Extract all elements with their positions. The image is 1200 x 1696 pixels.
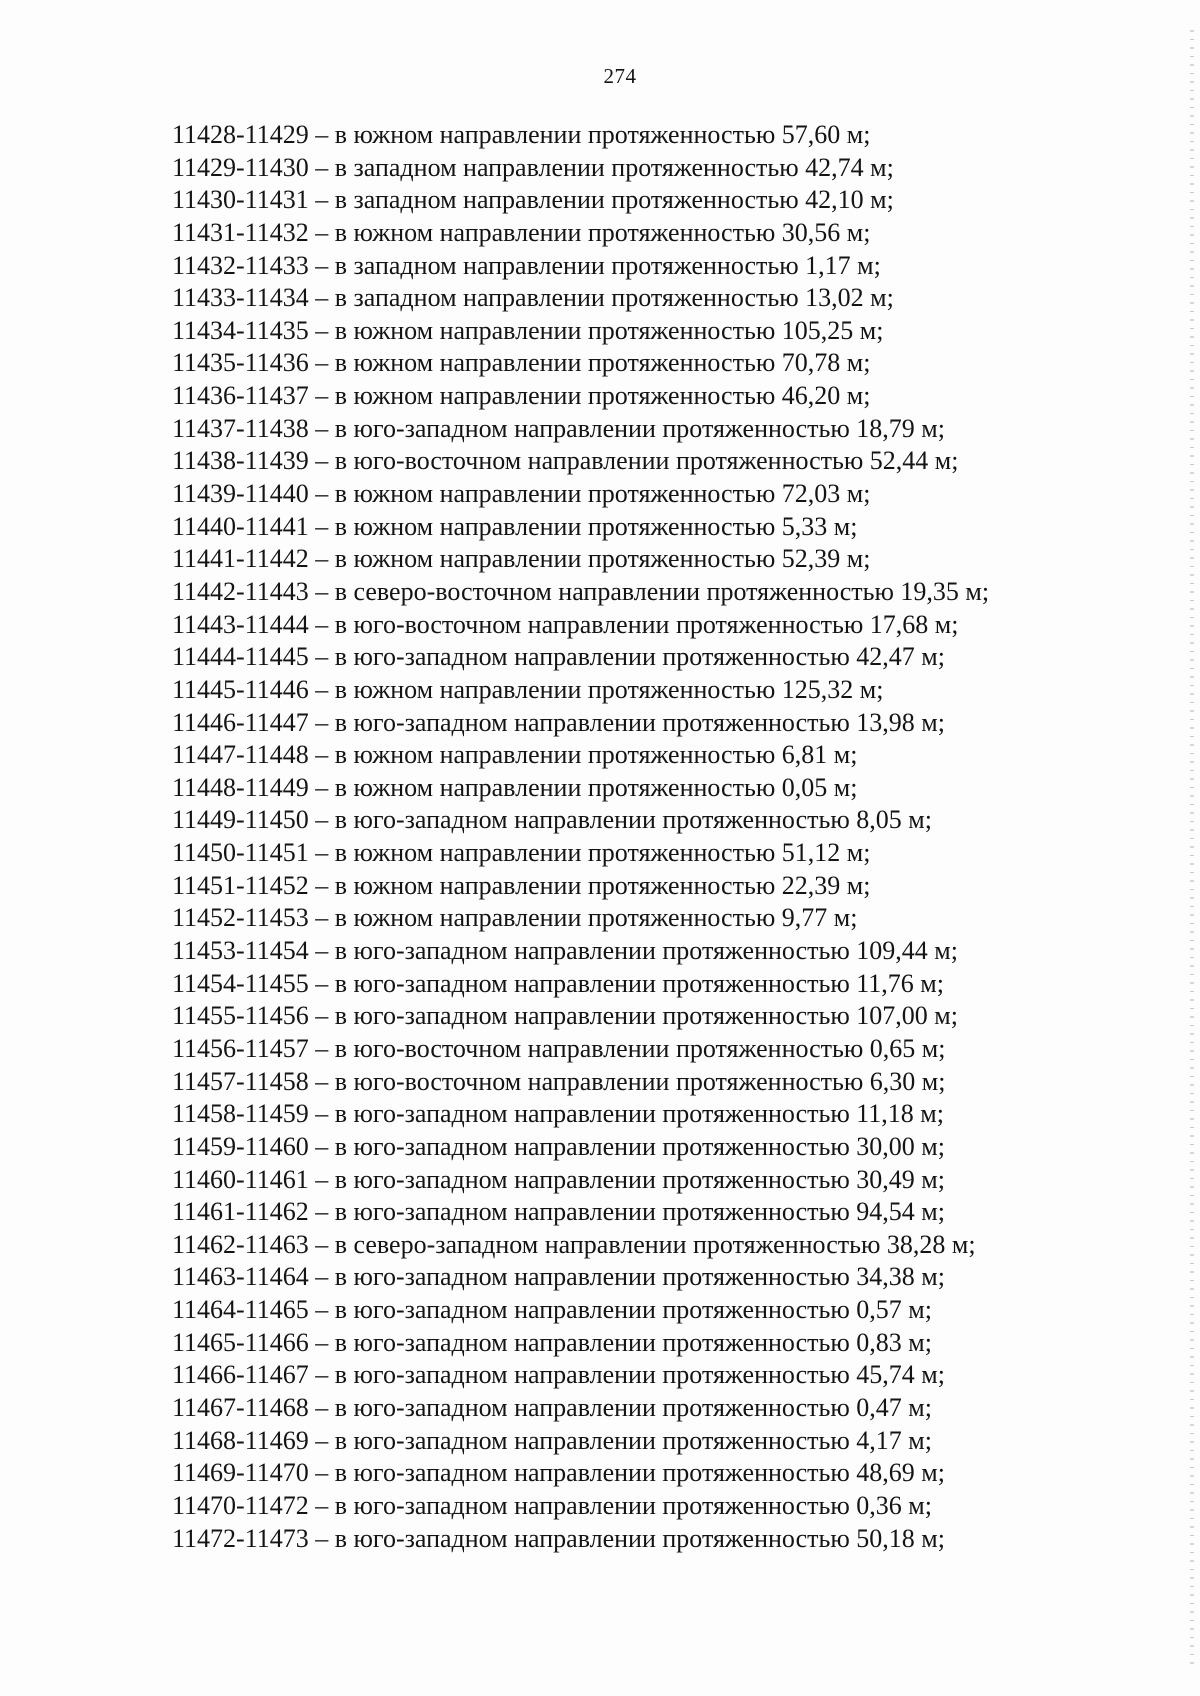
boundary-segment-line: 11432-11433 – в западном направлении протяженностью 1,17 м; <box>172 250 881 280</box>
boundary-segment-line: 11468-11469 – в юго-западном направлении протяженностью 4,17 м; <box>172 1425 932 1455</box>
boundary-segment-line: 11444-11445 – в юго-западном направлении протяженностью 42,47 м; <box>172 642 945 672</box>
boundary-segment-line: 11454-11455 – в юго-западном направлении протяженностью 11,76 м; <box>172 968 944 998</box>
scan-edge-artifact <box>1190 30 1194 1670</box>
boundary-segment-line: 11458-11459 – в юго-западном направлении протяженностью 11,18 м; <box>172 1099 944 1129</box>
boundary-segment-line: 11455-11456 – в юго-западном направлении протяженностью 107,00 м; <box>172 1001 958 1031</box>
boundary-segment-line: 11467-11468 – в юго-западном направлении протяженностью 0,47 м; <box>172 1392 932 1422</box>
boundary-segment-line: 11457-11458 – в юго-восточном направлении протяженностью 6,30 м; <box>172 1066 946 1096</box>
boundary-segment-line: 11459-11460 – в юго-западном направлении протяженностью 30,00 м; <box>172 1131 945 1161</box>
boundary-segment-line: 11465-11466 – в юго-западном направлении протяженностью 0,83 м; <box>172 1327 932 1357</box>
boundary-segment-line: 11452-11453 – в южном направлении протяженностью 9,77 м; <box>172 903 858 933</box>
boundary-segment-line: 11451-11452 – в южном направлении протяженностью 22,39 м; <box>172 870 871 900</box>
boundary-segment-line: 11456-11457 – в юго-восточном направлении протяженностью 0,65 м; <box>172 1033 946 1063</box>
boundary-segment-line: 11441-11442 – в южном направлении протяженностью 52,39 м; <box>172 544 871 574</box>
boundary-segment-line: 11470-11472 – в юго-западном направлении протяженностью 0,36 м; <box>172 1490 932 1520</box>
boundary-segment-line: 11446-11447 – в юго-западном направлении протяженностью 13,98 м; <box>172 707 945 737</box>
boundary-segment-line: 11464-11465 – в юго-западном направлении протяженностью 0,57 м; <box>172 1295 932 1325</box>
boundary-segment-list <box>172 119 989 1555</box>
boundary-segment-line: 11439-11440 – в южном направлении протяженностью 72,03 м; <box>172 479 871 509</box>
boundary-segment-line: 11453-11454 – в юго-западном направлении протяженностью 109,44 м; <box>172 936 958 966</box>
boundary-segment-line: 11460-11461 – в юго-западном направлении протяженностью 30,49 м; <box>172 1164 945 1194</box>
boundary-segment-line: 11469-11470 – в юго-западном направлении протяженностью 48,69 м; <box>172 1458 945 1488</box>
boundary-segment-line: 11442-11443 – в северо-восточном направлении протяженностью 19,35 м; <box>172 576 990 606</box>
boundary-segment-line: 11428-11429 – в южном направлении протяженностью 57,60 м; <box>172 120 871 149</box>
boundary-segment-line: 11450-11451 – в южном направлении протяженностью 51,12 м; <box>172 838 871 868</box>
boundary-segment-line: 11443-11444 – в юго-восточном направлении протяженностью 17,68 м; <box>172 609 959 639</box>
page-number: 274 <box>603 64 637 88</box>
boundary-segment-line: 11448-11449 – в южном направлении протяженностью 0,05 м; <box>172 772 858 802</box>
boundary-segment-line: 11435-11436 – в южном направлении протяженностью 70,78 м; <box>172 348 871 378</box>
boundary-segment-line: 11438-11439 – в юго-восточном направлении протяженностью 52,44 м; <box>172 446 959 476</box>
boundary-segment-line: 11461-11462 – в юго-западном направлении протяженностью 94,54 м; <box>172 1197 945 1227</box>
boundary-segment-line: 11445-11446 – в южном направлении протяженностью 125,32 м; <box>172 674 884 704</box>
boundary-segment-line: 11472-11473 – в юго-западном направлении протяженностью 50,18 м; <box>172 1523 945 1553</box>
boundary-segment-line: 11436-11437 – в южном направлении протяженностью 46,20 м; <box>172 381 871 411</box>
boundary-segment-line: 11462-11463 – в северо-западном направлении протяженностью 38,28 м; <box>172 1229 976 1259</box>
boundary-segment-line: 11430-11431 – в западном направлении протяженностью 42,10 м; <box>172 185 894 215</box>
boundary-segment-line: 11440-11441 – в южном направлении протяженностью 5,33 м; <box>172 511 858 541</box>
boundary-segment-line: 11449-11450 – в юго-западном направлении протяженностью 8,05 м; <box>172 805 932 835</box>
boundary-segment-line: 11447-11448 – в южном направлении протяженностью 6,81 м; <box>172 740 858 770</box>
boundary-segment-line: 11431-11432 – в южном направлении протяженностью 30,56 м; <box>172 217 871 247</box>
boundary-segment-line: 11434-11435 – в южном направлении протяженностью 105,25 м; <box>172 315 884 345</box>
boundary-segment-line: 11433-11434 – в западном направлении протяженностью 13,02 м; <box>172 283 894 313</box>
boundary-segment-line: 11466-11467 – в юго-западном направлении протяженностью 45,74 м; <box>172 1360 945 1390</box>
boundary-segment-line: 11463-11464 – в юго-западном направлении протяженностью 34,38 м; <box>172 1262 945 1292</box>
boundary-segment-line: 11429-11430 – в западном направлении протяженностью 42,74 м; <box>172 152 894 182</box>
boundary-segment-line: 11437-11438 – в юго-западном направлении протяженностью 18,79 м; <box>172 413 945 443</box>
